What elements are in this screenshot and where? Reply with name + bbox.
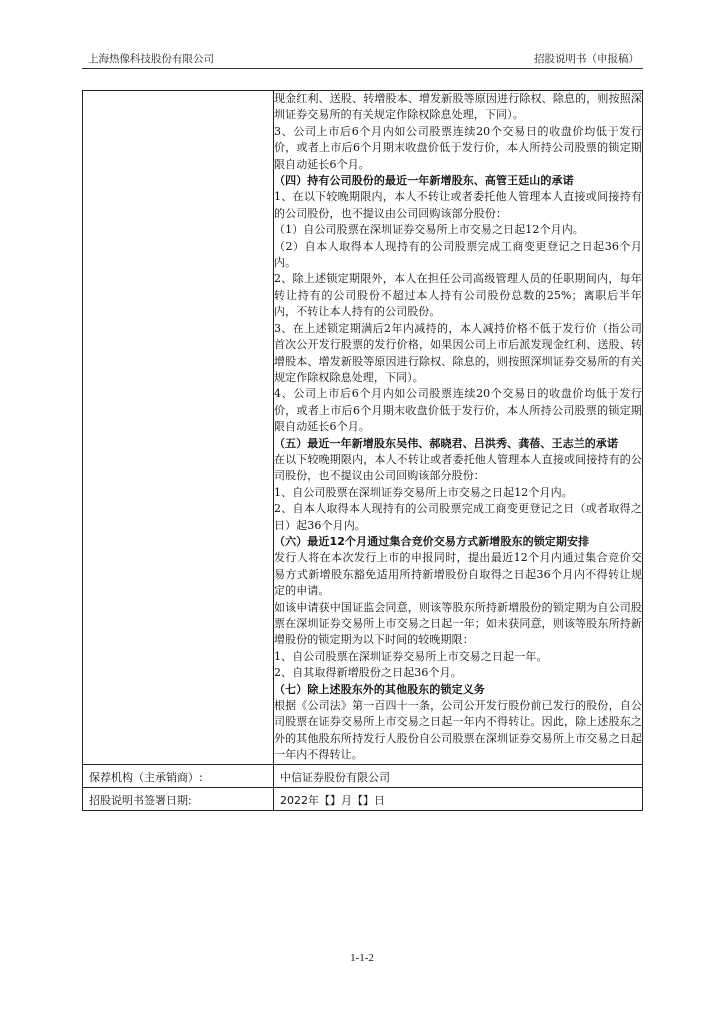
- paragraph: 2、除上述锁定期限外，本人在担任公司高级管理人员的任职期间内，每年转让持有的公司股份不超过本人持有公司股份总数的25%；离职后半年内，不转让本人持有的公司股份。: [274, 272, 642, 319]
- paragraph: 在以下较晚期限内，本人不转让或者委托他人管理本人直接或间接持有的公司股份，也不提议由公司回购该部分股份：: [274, 452, 642, 483]
- lockup-paragraphs: [274, 91, 642, 764]
- sign-date-label: 招股说明书签署日期:: [89, 794, 192, 808]
- company-name: 上海热像科技股份有限公司: [88, 53, 214, 65]
- paragraph: 如该申请获中国证监会同意，则该等股东所持新增股份的锁定期为自公司股票在深圳证券交易所上市交易之日起一年；如未获同意，则该等股东所持新增股份的锁定期为以下时间的较晚期限：: [274, 600, 642, 647]
- paragraph: （1）自公司股票在深圳证券交易所上市交易之日起12个月内。: [274, 223, 584, 237]
- section-heading: （六）最近12个月通过集合竞价交易方式新增股东的锁定期安排: [274, 534, 590, 548]
- section-heading: （七）除上述股东外的其他股东的锁定义务: [274, 682, 485, 696]
- sponsor-value: 中信证券股份有限公司: [280, 771, 390, 785]
- sponsor-label-cell: [83, 764, 274, 787]
- paragraph: 2、自其取得新增股份之日起36个月。: [274, 666, 462, 680]
- info-table: [82, 90, 643, 811]
- paragraph: 3、在上述锁定期满后2年内减持的，本人减持价格不低于发行价（指公司首次公开发行股票的发行价格，如果因公司上市后派发现金红利、送股、转增股本、增发新股等原因进行除权、除息的，则按照深圳证券交易所的有关规定作除权除息处理，下同）。: [274, 321, 642, 384]
- paragraph: 3、公司上市后6个月内如公司股票连续20个交易日的收盘价均低于发行价，或者上市后6个月期末收盘价低于发行价，本人所持公司股票的锁定期限自动延长6个月。: [274, 124, 642, 171]
- sign-date-row: [83, 787, 643, 810]
- page-header: [82, 48, 643, 69]
- section-heading: （五）最近一年新增股东吴伟、郝晓君、吕洪秀、龚蓓、王志兰的承诺: [274, 436, 619, 450]
- sign-date-value-cell: [274, 787, 643, 810]
- paragraph: 4、公司上市后6个月内如公司股票连续20个交易日的收盘价均低于发行价，或者上市后6个月期末收盘价低于发行价，本人所持公司股票的锁定期限自动延长6个月。: [274, 387, 642, 434]
- document-type: 招股说明书（申报稿）: [534, 53, 639, 65]
- sign-date-value: 2022年【】月【】日: [280, 794, 385, 808]
- paragraph: （2）自本人取得本人现持有的公司股票完成工商变更登记之日起36个月内。: [274, 239, 642, 270]
- paragraph: 2、自本人取得本人现持有的公司股票完成工商变更登记之日（或者取得之日）起36个月内。: [274, 502, 642, 532]
- paragraph: 根据《公司法》第一百四十一条，公司公开发行股份前已发行的股份，自公司股票在证券交易所上市交易之日起一年内不得转让。因此，除上述股东之外的其他股东所持发行人股份自公司股票在深圳证券交易所上市交易之日起一年内不得转让。: [274, 699, 642, 762]
- sponsor-label: 保荐机构（主承销商）:: [89, 771, 203, 785]
- page-number: 1-1-2: [350, 952, 374, 964]
- paragraph: 1、在以下较晚期限内，本人不转让或者委托他人管理本人直接或间接持有的公司股份，也不提议由公司回购该部分股份：: [274, 190, 642, 220]
- sponsor-value-cell: [274, 764, 643, 787]
- sign-date-label-cell: [83, 787, 274, 810]
- sponsor-row: [83, 764, 643, 787]
- paragraph: 发行人将在本次发行上市的申报同时，提出最近12个月内通过集合竞价交易方式新增股东豁免适用所持新增股份自取得之日起36个月内不得转让规定的申请。: [274, 551, 642, 598]
- paragraph: 1、自公司股票在深圳证券交易所上市交易之日起一年。: [274, 649, 548, 663]
- lockup-row: [83, 91, 643, 765]
- paragraph: 现金红利、送股、转增股本、增发新股等原因进行除权、除息的，则按照深圳证券交易所的有关规定作除权除息处理，下同）。: [274, 92, 642, 122]
- lockup-content-cell: [274, 91, 643, 765]
- paragraph: 1、自公司股票在深圳证券交易所上市交易之日起12个月内。: [274, 485, 573, 499]
- section-heading: （四）持有公司股份的最近一年新增股东、高管王廷山的承诺: [274, 174, 574, 188]
- lockup-label-cell: [83, 91, 274, 765]
